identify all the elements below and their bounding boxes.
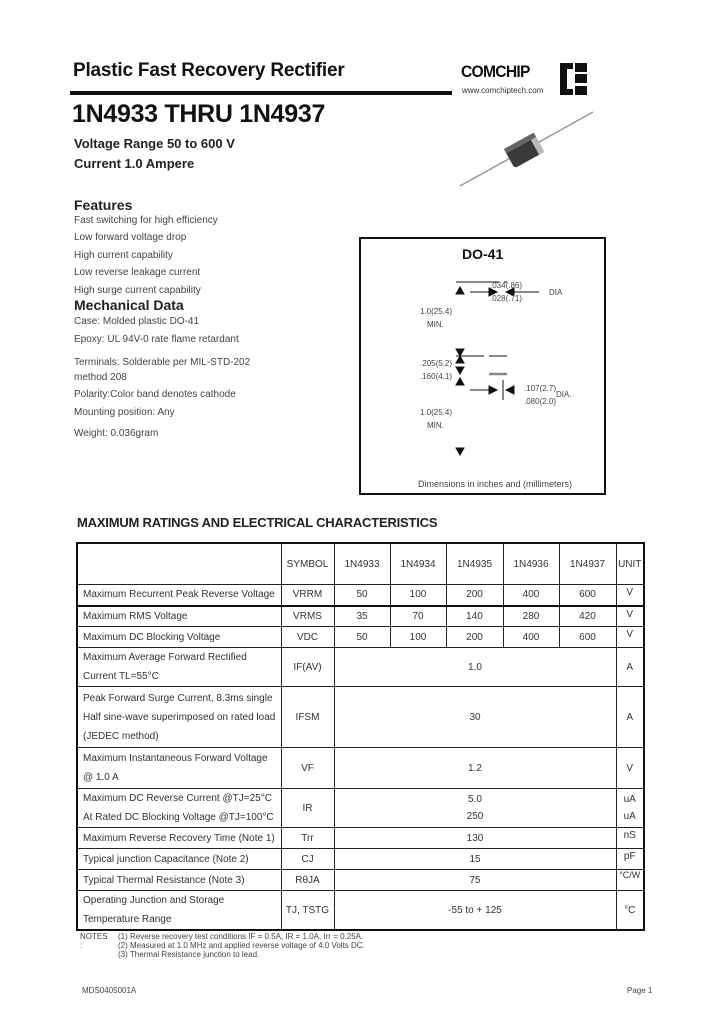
param-cell bbox=[77, 648, 281, 687]
value-cell: 1.2 bbox=[334, 748, 616, 789]
body-length-max: .205(5.2) bbox=[420, 359, 453, 368]
value-cell: 50 bbox=[334, 627, 390, 648]
notes-label: NOTES : bbox=[80, 932, 108, 950]
value-cell: 35 bbox=[334, 606, 390, 627]
symbol-cell: TJ, TSTG bbox=[281, 891, 334, 931]
unit-cell: A bbox=[616, 687, 644, 748]
package-title: DO-41 bbox=[462, 246, 504, 262]
symbol-cell: IR bbox=[281, 789, 334, 828]
symbol-cell: CJ bbox=[281, 849, 334, 870]
symbol-cell: IFSM bbox=[281, 687, 334, 748]
package-dimension-drawing bbox=[359, 237, 606, 495]
param-line: Maximum DC Reverse Current @TJ=25°C bbox=[83, 793, 272, 804]
unit-cell: nS bbox=[616, 828, 644, 849]
voltage-range: Voltage Range 50 to 600 V bbox=[74, 136, 235, 151]
header-cell: UNIT bbox=[616, 543, 644, 585]
param-line: Maximum Instantaneous Forward Voltage bbox=[83, 753, 268, 764]
lead-dia-label: DIA bbox=[549, 288, 563, 297]
mechanical-item: Terminals: Solderable per MIL-STD-202 bbox=[74, 357, 251, 368]
param-cell: Typical junction Capacitance (Note 2) bbox=[77, 849, 281, 870]
table-row bbox=[77, 789, 644, 828]
param-cell bbox=[77, 687, 281, 748]
unit-cell: A bbox=[616, 648, 644, 687]
unit-cell: °C bbox=[616, 891, 644, 931]
value-cell: 30 bbox=[334, 687, 616, 748]
value-cell: 140 bbox=[446, 606, 503, 627]
table-row bbox=[77, 748, 644, 789]
value-cell: 70 bbox=[390, 606, 446, 627]
ratings-table bbox=[76, 542, 645, 931]
feature-item: Low reverse leakage current bbox=[74, 267, 201, 278]
param-cell: Typical Thermal Resistance (Note 3) bbox=[77, 870, 281, 891]
symbol-cell: RθJA bbox=[281, 870, 334, 891]
document-title: Plastic Fast Recovery Rectifier bbox=[73, 60, 345, 81]
part-range: 1N4933 THRU 1N4937 bbox=[72, 100, 326, 128]
diode-image-icon bbox=[455, 108, 595, 190]
param-line: Peak Forward Surge Current, 8.3ms single bbox=[83, 692, 273, 704]
value-line: 5.0 bbox=[468, 794, 482, 805]
param-line: Temperature Range bbox=[83, 914, 172, 925]
value-cell: 1.0 bbox=[334, 648, 616, 687]
lead-length-top: 1.0(25.4) bbox=[420, 307, 453, 316]
unit-cell: V bbox=[616, 606, 644, 627]
param-cell: Maximum DC Blocking Voltage bbox=[77, 627, 281, 648]
param-cell bbox=[77, 789, 281, 828]
unit-line: uA bbox=[623, 794, 636, 805]
param-cell: Maximum Recurrent Peak Reverse Voltage bbox=[77, 585, 281, 606]
unit-cell: V bbox=[616, 585, 644, 606]
table-row bbox=[77, 627, 644, 648]
mechanical-item: method 208 bbox=[74, 372, 127, 383]
value-cell: 200 bbox=[446, 585, 503, 606]
body-length-min: .160(4.1) bbox=[420, 372, 453, 381]
value-cell: 100 bbox=[390, 627, 446, 648]
symbol-cell: VDC bbox=[281, 627, 334, 648]
table-row bbox=[77, 648, 644, 687]
ratings-title: MAXIMUM RATINGS AND ELECTRICAL CHARACTERISTICS bbox=[77, 515, 438, 530]
symbol-cell: VRMS bbox=[281, 606, 334, 627]
note-item: (1) Reverse recovery test conditions IF = 0.5A, IR = 1.0A, Irr = 0.25A. bbox=[118, 932, 364, 941]
value-line: 250 bbox=[466, 811, 484, 822]
mechanical-item: Case: Molded plastic DO-41 bbox=[74, 316, 200, 327]
feature-item: Fast switching for high efficiency bbox=[74, 215, 218, 226]
dimension-caption: Dimensions in inches and (millimeters) bbox=[418, 479, 573, 489]
param-cell bbox=[77, 891, 281, 931]
param-line: Operating Junction and Storage bbox=[83, 895, 225, 906]
title-rule bbox=[70, 91, 452, 95]
mechanical-item: Epoxy: UL 94V-0 rate flame retardant bbox=[74, 334, 239, 345]
table-row bbox=[77, 849, 644, 870]
header-cell: 1N4933 bbox=[334, 543, 390, 585]
lead-dia-max: .034(.86) bbox=[490, 281, 523, 290]
body-dia-label: DIA. bbox=[556, 390, 572, 399]
feature-item: High current capability bbox=[74, 250, 173, 261]
param-cell: Maximum Reverse Recovery Time (Note 1) bbox=[77, 828, 281, 849]
note-item: (3) Thermal Resistance junction to lead. bbox=[118, 950, 260, 959]
value-cell: 400 bbox=[503, 627, 559, 648]
document-id: MDS0405001A bbox=[82, 986, 137, 995]
header-cell: 1N4935 bbox=[446, 543, 503, 585]
header-cell: 1N4934 bbox=[390, 543, 446, 585]
comchip-logo-icon bbox=[560, 63, 590, 95]
value-cell: 15 bbox=[334, 849, 616, 870]
value-cell: 280 bbox=[503, 606, 559, 627]
param-cell bbox=[77, 748, 281, 789]
feature-item: High surge current capability bbox=[74, 285, 201, 296]
table-row bbox=[77, 891, 644, 931]
param-line: (JEDEC method) bbox=[83, 730, 159, 742]
param-cell: Maximum RMS Voltage bbox=[77, 606, 281, 627]
value-cell: 130 bbox=[334, 828, 616, 849]
param-line: Half sine-wave superimposed on rated load bbox=[83, 711, 276, 723]
unit-cell: °C/W bbox=[616, 870, 644, 891]
header-cell bbox=[77, 543, 281, 585]
current-rating: Current 1.0 Ampere bbox=[74, 156, 195, 171]
feature-item: Low forward voltage drop bbox=[74, 232, 187, 243]
mechanical-item: Mounting position: Any bbox=[74, 407, 175, 418]
param-line: Current TL=55°C bbox=[83, 671, 159, 682]
page-number: Page 1 bbox=[627, 986, 653, 995]
value-cell: 50 bbox=[334, 585, 390, 606]
mechanical-heading: Mechanical Data bbox=[74, 297, 184, 313]
value-cell: 600 bbox=[559, 627, 616, 648]
symbol-cell: IF(AV) bbox=[281, 648, 334, 687]
header-cell: SYMBOL bbox=[281, 543, 334, 585]
value-cell: 400 bbox=[503, 585, 559, 606]
unit-line: uA bbox=[623, 811, 636, 822]
table-row bbox=[77, 687, 644, 748]
header-cell: 1N4937 bbox=[559, 543, 616, 585]
value-cell bbox=[334, 789, 616, 828]
logo-url: www.comchiptech.com bbox=[462, 86, 544, 95]
value-cell: 200 bbox=[446, 627, 503, 648]
mechanical-item: Weight: 0.036gram bbox=[74, 428, 159, 439]
value-cell: 600 bbox=[559, 585, 616, 606]
lead-dia-min: .028(.71) bbox=[490, 294, 523, 303]
lead-length-bottom: 1.0(25.4) bbox=[420, 408, 453, 417]
body-dia-max: .107(2.7) bbox=[524, 384, 557, 393]
value-cell: 100 bbox=[390, 585, 446, 606]
unit-cell: V bbox=[616, 627, 644, 648]
param-line: At Rated DC Blocking Voltage @TJ=100°C bbox=[83, 812, 274, 823]
table-row bbox=[77, 870, 644, 891]
note-item: (2) Measured at 1.0 MHz and applied reverse voltage of 4.0 Volts DC. bbox=[118, 941, 365, 950]
body-dia-min: .080(2.0) bbox=[524, 397, 557, 406]
unit-cell bbox=[616, 789, 644, 828]
param-line: @ 1.0 A bbox=[83, 772, 119, 783]
lead-length-bottom-min: MIN. bbox=[427, 421, 444, 430]
symbol-cell: Trr bbox=[281, 828, 334, 849]
value-cell: -55 to + 125 bbox=[334, 891, 616, 931]
unit-cell: pF bbox=[616, 849, 644, 870]
value-cell: 75 bbox=[334, 870, 616, 891]
symbol-cell: VRRM bbox=[281, 585, 334, 606]
unit-cell: V bbox=[616, 748, 644, 789]
symbol-cell: VF bbox=[281, 748, 334, 789]
param-line: Maximum Average Forward Rectified bbox=[83, 652, 247, 663]
lead-length-top-min: MIN. bbox=[427, 320, 444, 329]
header-cell: 1N4936 bbox=[503, 543, 559, 585]
mechanical-item: Polarity:Color band denotes cathode bbox=[74, 389, 236, 400]
features-heading: Features bbox=[74, 197, 133, 213]
table-row bbox=[77, 606, 644, 627]
logo-text: COMCHIP bbox=[461, 62, 530, 81]
table-row bbox=[77, 828, 644, 849]
table-header-row bbox=[77, 543, 644, 585]
value-cell: 420 bbox=[559, 606, 616, 627]
table-row bbox=[77, 585, 644, 606]
